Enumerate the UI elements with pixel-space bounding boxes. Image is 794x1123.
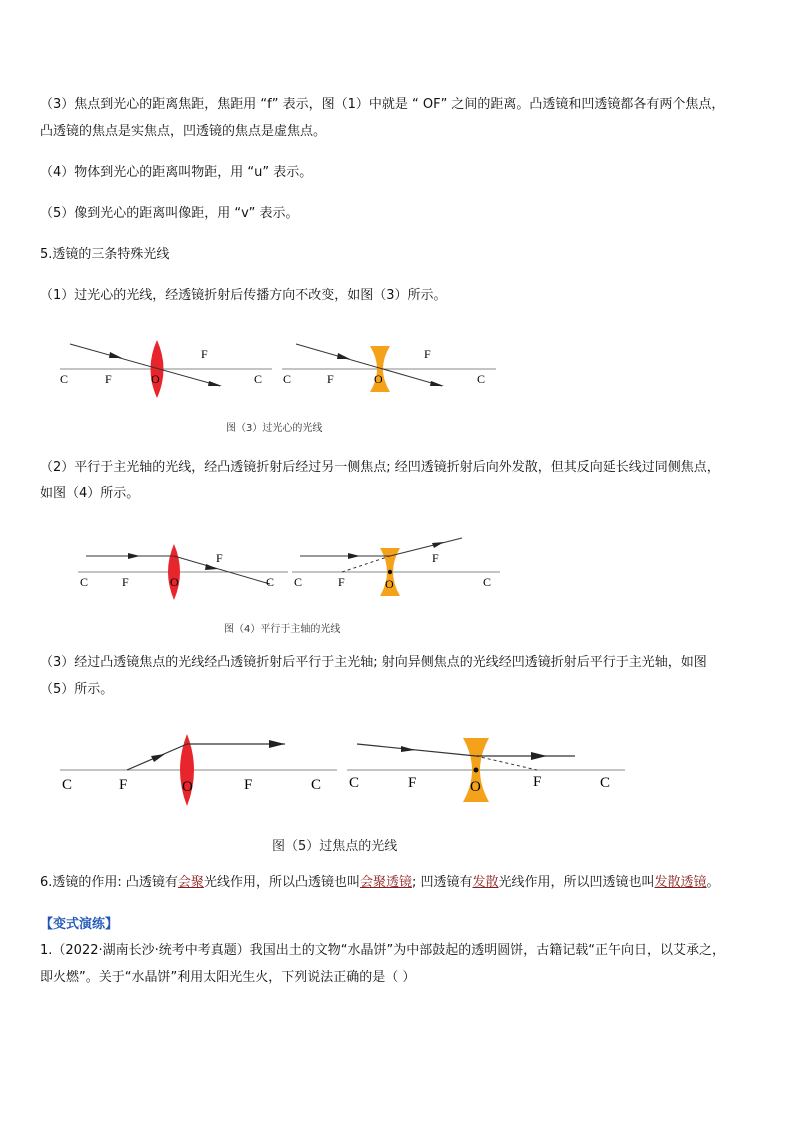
label-f: F: [408, 775, 417, 791]
question-1-line2: 即火燃”。关于“水晶饼”利用太阳光生火，下列说法正确的是（ ）: [40, 970, 416, 985]
arrowhead: [432, 542, 444, 548]
ray-through-center: [296, 344, 442, 386]
figure-5: [55, 728, 635, 808]
arrowhead: [348, 553, 360, 559]
diverging-ray: [390, 538, 462, 556]
label-c: C: [62, 777, 73, 793]
section6-mid2: ; 凹透镜有: [411, 875, 473, 890]
term-converging-lens: 会聚透镜: [359, 875, 412, 890]
label-o: O: [151, 372, 160, 386]
label-o: O: [470, 779, 481, 795]
label-c: C: [311, 777, 322, 793]
label-c: C: [283, 372, 292, 386]
label-c: C: [254, 372, 263, 386]
arrowhead: [531, 752, 547, 760]
figure-3: [50, 330, 510, 410]
para3-line2: 凸透镜的焦点是实焦点，凹透镜的焦点是虚焦点。: [40, 124, 327, 139]
label-c: C: [349, 775, 360, 791]
label-c: C: [294, 575, 303, 589]
label-o: O: [170, 575, 179, 589]
label-f: F: [432, 551, 439, 565]
term-diverging-lens: 发散透镜: [654, 875, 707, 890]
arrowhead: [401, 746, 415, 752]
arrowhead: [208, 381, 222, 386]
optical-center-dot: [474, 768, 479, 773]
ray3-line1: （3）经过凸透镜焦点的光线经凸透镜折射后平行于主光轴; 射向异侧焦点的光线经凹透镜折射后平行于主光轴，如图: [40, 655, 707, 670]
section6-prefix: 6.透镜的作用: 凸透镜有: [40, 875, 178, 890]
section6-suffix: 。: [706, 875, 720, 890]
ray-through-center: [70, 344, 220, 386]
section6-mid1: 光线作用，所以凸透镜也叫: [203, 875, 360, 890]
arrowhead: [109, 352, 122, 358]
ray2-line1: （2）平行于主光轴的光线，经凸透镜折射后经过另一侧焦点; 经凹透镜折射后向外发散，但其反向延长线过同侧焦点，: [40, 460, 720, 475]
term-diverge: 发散: [472, 875, 499, 890]
question-1-line1: 1.（2022·湖南长沙·统考中考真题）我国出土的文物“水晶饼”为中部鼓起的透明圆饼，古籍记载“正午向日，以艾承之，: [40, 943, 725, 958]
arrowhead: [151, 754, 165, 762]
exercise-heading: 【变式演练】: [40, 917, 119, 932]
label-c: C: [483, 575, 492, 589]
label-c: C: [600, 775, 611, 791]
term-converge: 会聚: [177, 875, 204, 890]
para4: （4）物体到光心的距离叫物距，用 “u” 表示。: [40, 165, 313, 180]
figure-5-caption: 图（5）过焦点的光线: [272, 839, 398, 854]
label-f: F: [244, 777, 253, 793]
label-f: F: [424, 347, 431, 361]
label-f: F: [338, 575, 345, 589]
arrowhead: [269, 740, 285, 748]
convex-lens: [180, 734, 194, 806]
para3-line1: （3）焦点到光心的距离焦距，焦距用 “f” 表示，图（1）中就是 “ OF” 之间的距离。凸透镜和凹透镜都各有两个焦点，: [40, 97, 725, 112]
label-f: F: [216, 551, 223, 565]
label-f: F: [105, 372, 112, 386]
extension-line: [476, 756, 537, 770]
section6: [40, 873, 720, 893]
label-c: C: [60, 372, 69, 386]
convex-lens: [168, 544, 180, 600]
convex-lens: [151, 340, 164, 398]
section6-mid3: 光线作用，所以凹透镜也叫: [498, 875, 655, 890]
label-f: F: [533, 774, 542, 790]
label-c: C: [477, 372, 486, 386]
ray1-text: （1）过光心的光线，经透镜折射后传播方向不改变，如图（3）所示。: [40, 288, 447, 303]
ray2-line2: 如图（4）所示。: [40, 486, 140, 501]
figure-3-caption: 图（3）过光心的光线: [226, 423, 323, 434]
arrowhead: [337, 353, 350, 359]
section5-title: 5.透镜的三条特殊光线: [40, 247, 170, 262]
label-o: O: [385, 577, 394, 591]
arrowhead: [430, 381, 444, 386]
label-c: C: [266, 575, 275, 589]
arrowhead: [128, 553, 140, 559]
figure-4-caption: 图（4）平行于主轴的光线: [224, 624, 341, 635]
label-f: F: [119, 777, 128, 793]
incident-ray: [357, 744, 476, 756]
label-f: F: [327, 372, 334, 386]
optical-center-dot: [388, 570, 392, 574]
label-o: O: [374, 372, 383, 386]
label-c: C: [80, 575, 89, 589]
figure-4: [70, 532, 510, 602]
ray3-line2: （5）所示。: [40, 682, 114, 697]
label-f: F: [201, 347, 208, 361]
label-f: F: [122, 575, 129, 589]
label-o: O: [182, 779, 193, 795]
para5: （5）像到光心的距离叫像距，用 “v” 表示。: [40, 206, 299, 221]
